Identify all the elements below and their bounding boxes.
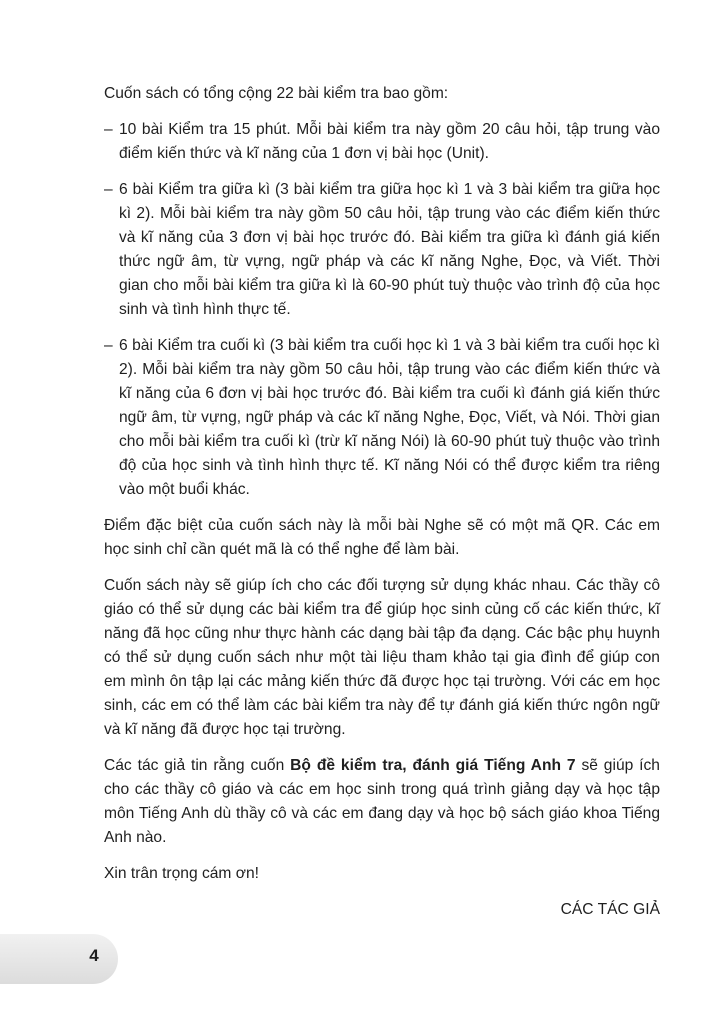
list-dash: – [104, 121, 113, 138]
closing-text-end: sẽ giúp ích cho các thầy cô giáo và các em học sinh trong quá trình giảng dạy và học tập môn Tiếng Anh dù thầy cô và các em đang dạy và học bộ sách giáo khoa Tiếng Anh nào. [104, 757, 660, 846]
closing-paragraph [104, 754, 660, 850]
list-dash: – [104, 181, 113, 198]
list-item [104, 118, 660, 166]
signature: CÁC TÁC GIẢ [560, 901, 660, 918]
intro-paragraph: Cuốn sách có tổng cộng 22 bài kiểm tra bao gồm: [104, 85, 449, 102]
qr-paragraph: Điểm đặc biệt của cuốn sách này là mỗi bài Nghe sẽ có một mã QR. Các em học sinh chỉ cần quét mã là có thể nghe để làm bài. [104, 517, 660, 558]
usage-paragraph: Cuốn sách này sẽ giúp ích cho các đối tượng sử dụng khác nhau. Các thầy cô giáo có thể sử dụng các bài kiểm tra để giúp học sinh củng cố các kiến thức, kĩ năng đã học cũng như thực hành các dạng bài tập đa dạng. Các bậc phụ huynh có thể sử dụng cuốn sách như một tài liệu tham khảo tại gia đình để giúp con em mình ôn tập lại các mảng kiến thức đã được học tại trường. Với các em học sinh, các em có thể làm các bài kiểm tra này để tự đánh giá kiến thức ngôn ngữ và kĩ năng đã được học tại trường. [104, 577, 660, 738]
list-dash: – [104, 337, 113, 354]
list-item-text: 6 bài Kiểm tra giữa kì (3 bài kiểm tra giữa học kì 1 và 3 bài kiểm tra giữa học kì 2). Mỗi bài kiểm tra này gồm 50 câu hỏi, tập trung vào các điểm kiến thức và kĩ năng của 3 đơn vị bài học trước đó. Bài kiểm tra giữa kì đánh giá kiến thức ngữ âm, từ vựng, ngữ pháp và các kĩ năng Nghe, Đọc, và Viết. Thời gian cho mỗi bài kiểm tra giữa kì là 60-90 phút tuỳ thuộc vào trình độ của học sinh và tình hình thực tế. [119, 181, 660, 318]
list-item [104, 334, 660, 502]
page-number: 4 [89, 946, 99, 965]
list-item-text: 6 bài Kiểm tra cuối kì (3 bài kiểm tra cuối học kì 1 và 3 bài kiểm tra cuối học kì 2). Mỗi bài kiểm tra này gồm 50 câu hỏi, tập trung vào các điểm kiến thức và kĩ năng của 6 đơn vị bài học trước đó. Bài kiểm tra cuối kì đánh giá kiến thức ngữ âm, từ vựng, ngữ pháp và các kĩ năng Nghe, Đọc, Viết, và Nói. Thời gian cho mỗi bài kiểm tra cuối kì (trừ kĩ năng Nói) là 60-90 phút tuỳ thuộc vào trình độ của học sinh và tình hình thực tế. Kĩ năng Nói có thể được kiểm tra riêng vào một buổi khác. [119, 337, 660, 498]
list-item-text: 10 bài Kiểm tra 15 phút. Mỗi bài kiểm tra này gồm 20 câu hỏi, tập trung vào điểm kiến thức và kĩ năng của 1 đơn vị bài học (Unit). [119, 121, 660, 162]
book-title: Bộ đề kiểm tra, đánh giá Tiếng Anh 7 [290, 757, 576, 774]
closing-text-start: Các tác giả tin rằng cuốn [104, 757, 291, 774]
list-item [104, 178, 660, 322]
thanks-line: Xin trân trọng cám ơn! [104, 865, 259, 882]
page-body [104, 82, 660, 934]
